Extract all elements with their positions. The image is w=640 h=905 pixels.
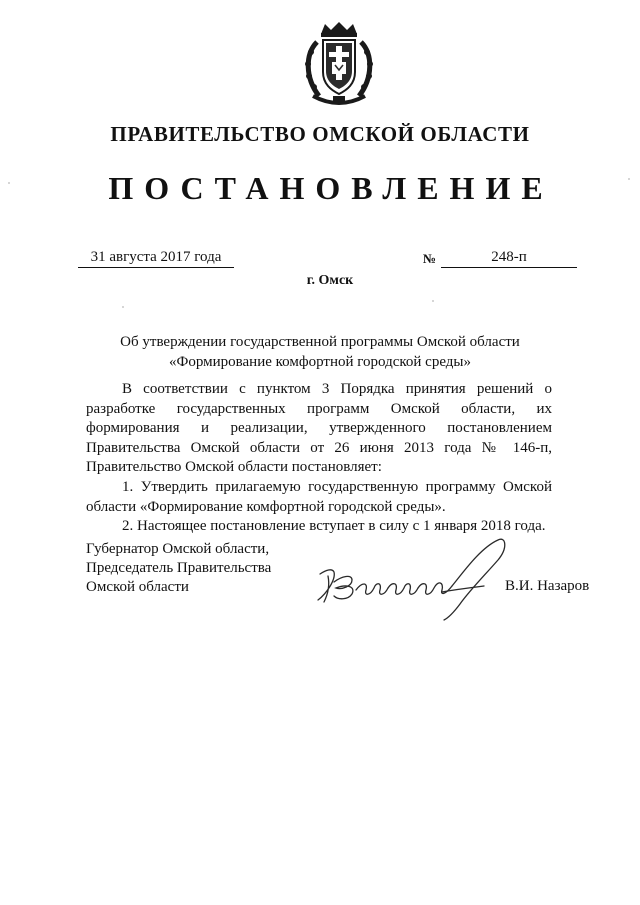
resolution-item-2: 2. Настоящее постановление вступает в силу с 1 января 2018 года.	[122, 518, 546, 535]
scan-speck	[432, 300, 434, 302]
scan-speck	[122, 306, 124, 308]
number-label: №	[423, 251, 437, 266]
city-name: г. Омск	[306, 273, 354, 288]
coat-of-arms-emblem	[299, 20, 379, 106]
position-line-3: Омской области	[86, 579, 189, 595]
signer-name: В.И. Назаров	[505, 578, 590, 594]
resolution-item-1: 1. Утвердить прилагаемую государственную программу Омской области «Формирование комфортной городской среды».	[86, 478, 552, 515]
document-number: 248-п	[441, 248, 577, 268]
document-subject	[80, 332, 560, 372]
position-line-2: Председатель Правительства	[86, 560, 272, 576]
subject-line-2: «Формирование комфортной городской среды»	[168, 354, 472, 370]
government-title: ПРАВИТЕЛЬСТВО ОМСКОЙ ОБЛАСТИ	[110, 122, 530, 146]
document-type-title: ПОСТАНОВЛЕНИЕ	[108, 170, 554, 206]
scan-speck	[8, 182, 10, 184]
scan-speck	[628, 178, 630, 180]
subject-line-1: Об утверждении государственной программы Омской области	[120, 334, 520, 350]
signatory-position	[86, 540, 271, 597]
preamble-paragraph: В соответствии с пунктом 3 Порядка принятия решений о разработке государственных программ Омской области, их формирования и реализации, утвержденного постановлением Правительства Омской области от 26 июня 2013 года № 146-п, Правительство Омской области постановляет:	[86, 381, 552, 476]
position-line-1: Губернатор Омской области,	[86, 541, 270, 557]
document-date: 31 августа 2017 года	[78, 248, 234, 268]
handwritten-signature	[312, 534, 512, 622]
document-body	[86, 380, 552, 537]
